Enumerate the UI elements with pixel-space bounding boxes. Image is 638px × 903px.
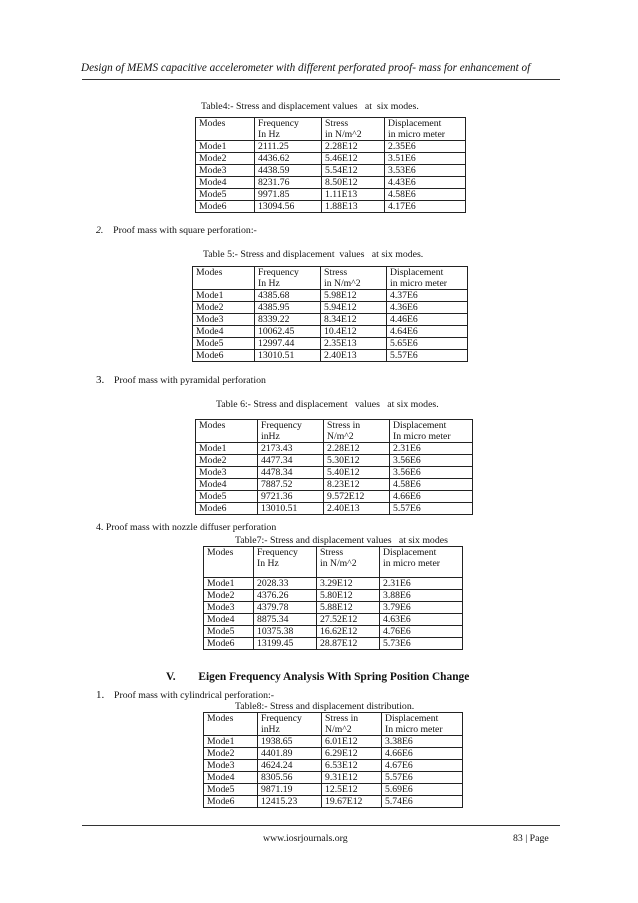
table-row: [193, 338, 468, 350]
table-header-cell: [196, 420, 258, 443]
value-cell: 4.43E6: [385, 177, 466, 189]
subhead-text: Proof mass with cylindrical perforation:-: [114, 690, 275, 701]
footer-rule: [82, 825, 560, 826]
value-cell: 4624.24: [258, 760, 322, 772]
table-row: [193, 326, 468, 338]
value-cell: 4.66E6: [390, 491, 473, 503]
mode-cell: Mode3: [193, 314, 255, 326]
mode-cell: Mode5: [193, 338, 255, 350]
header-line: In Hz: [257, 558, 279, 569]
value-cell: 4.58E6: [385, 189, 466, 201]
table4-caption: Table4:- Stress and displacement values at six modes.: [201, 101, 419, 112]
value-cell: 13010.51: [258, 503, 324, 515]
mode-cell: Mode4: [204, 614, 254, 626]
value-cell: 10.4E12: [321, 326, 387, 338]
header-line: N/m^2: [325, 724, 352, 735]
header-line: Stress: [324, 267, 348, 278]
mode-cell: Mode6: [204, 796, 258, 808]
table-row: [196, 455, 473, 467]
table-header-cell: [382, 713, 463, 736]
value-cell: 4401.89: [258, 748, 322, 760]
table8-caption: Table8:- Stress and displacement distribution.: [235, 701, 415, 712]
value-cell: 3.56E6: [390, 455, 473, 467]
value-cell: 8339.22: [255, 314, 321, 326]
value-cell: 4.66E6: [382, 748, 463, 760]
value-cell: 6.53E12: [322, 760, 382, 772]
table-row: [196, 141, 466, 153]
subhead-number: 3.: [96, 374, 105, 386]
table5: [192, 266, 468, 362]
table-row: [196, 165, 466, 177]
section-title: Eigen Frequency Analysis With Spring Position Change: [198, 671, 470, 683]
header-line: Frequency: [261, 713, 302, 724]
mode-cell: Mode2: [204, 748, 258, 760]
value-cell: 4.37E6: [387, 290, 468, 302]
header-line: inHz: [261, 724, 280, 735]
mode-cell: Mode3: [204, 760, 258, 772]
table6-caption: Table 6:- Stress and displacement values at six modes.: [216, 399, 439, 410]
table-row: [196, 479, 473, 491]
value-cell: 4477.34: [258, 455, 324, 467]
table-header-cell: [387, 267, 468, 290]
value-cell: 16.62E12: [317, 626, 380, 638]
header-line: Displacement: [383, 547, 437, 558]
header-line: Displacement: [385, 713, 439, 724]
mode-cell: Mode2: [196, 153, 255, 165]
mode-cell: Mode1: [193, 290, 255, 302]
mode-cell: Mode5: [204, 784, 258, 796]
header-line: Modes: [199, 420, 226, 431]
value-cell: 27.52E12: [317, 614, 380, 626]
table-header-cell: [322, 118, 385, 141]
value-cell: 8875.34: [254, 614, 317, 626]
header-line: inHz: [261, 431, 280, 442]
value-cell: 9.572E12: [324, 491, 390, 503]
header-line: Frequency: [258, 118, 299, 129]
value-cell: 5.30E12: [324, 455, 390, 467]
value-cell: 4.76E6: [380, 626, 463, 638]
table-row: [204, 760, 463, 772]
value-cell: 2111.25: [255, 141, 322, 153]
table-row: [204, 614, 463, 626]
value-cell: 9971.85: [255, 189, 322, 201]
table-row: [193, 314, 468, 326]
value-cell: 6.29E12: [322, 748, 382, 760]
table-row: [196, 443, 473, 455]
table-header-cell: [385, 118, 466, 141]
table5-caption: Table 5:- Stress and displacement values at six modes.: [203, 249, 424, 260]
value-cell: 4.46E6: [387, 314, 468, 326]
table-row: [204, 578, 463, 590]
value-cell: 5.65E6: [387, 338, 468, 350]
header-line: Frequency: [257, 547, 298, 558]
value-cell: 28.87E12: [317, 638, 380, 650]
header-line: In Hz: [258, 278, 280, 289]
value-cell: 10375.38: [254, 626, 317, 638]
table-row: [196, 177, 466, 189]
footer-url: www.iosrjournals.org: [263, 833, 348, 844]
value-cell: 8305.56: [258, 772, 322, 784]
table-header-row: [204, 547, 463, 578]
header-line: in N/m^2: [324, 278, 361, 289]
mode-cell: Mode5: [196, 189, 255, 201]
value-cell: 5.98E12: [321, 290, 387, 302]
header-line: Displacement: [393, 420, 447, 431]
value-cell: 10062.45: [255, 326, 321, 338]
table7: [203, 546, 463, 650]
value-cell: 5.69E6: [382, 784, 463, 796]
table7-caption: Table7:- Stress and displacement values at six modes: [235, 535, 448, 546]
value-cell: 8.23E12: [324, 479, 390, 491]
mode-cell: Mode6: [193, 350, 255, 362]
table-header-row: [204, 713, 463, 736]
table4: [195, 117, 466, 213]
table-header-cell: [204, 547, 254, 578]
table-row: [204, 772, 463, 784]
table-header-cell: [317, 547, 380, 578]
table-header-row: [196, 118, 466, 141]
value-cell: 5.88E12: [317, 602, 380, 614]
value-cell: 3.88E6: [380, 590, 463, 602]
table-row: [204, 736, 463, 748]
header-line: Modes: [207, 713, 234, 724]
value-cell: 4.64E6: [387, 326, 468, 338]
value-cell: 9.31E12: [322, 772, 382, 784]
value-cell: 4379.78: [254, 602, 317, 614]
section-number: V.: [166, 671, 176, 683]
value-cell: 3.79E6: [380, 602, 463, 614]
value-cell: 4376.26: [254, 590, 317, 602]
value-cell: 8.34E12: [321, 314, 387, 326]
value-cell: 13199.45: [254, 638, 317, 650]
value-cell: 4.17E6: [385, 201, 466, 213]
value-cell: 12.5E12: [322, 784, 382, 796]
value-cell: 6.01E12: [322, 736, 382, 748]
mode-cell: Mode4: [196, 479, 258, 491]
mode-cell: Mode4: [193, 326, 255, 338]
header-line: Stress in: [325, 713, 359, 724]
mode-cell: Mode2: [204, 590, 254, 602]
table-header-row: [196, 420, 473, 443]
header-line: Displacement: [388, 118, 442, 129]
value-cell: 5.57E6: [387, 350, 468, 362]
value-cell: 2173.43: [258, 443, 324, 455]
value-cell: 3.51E6: [385, 153, 466, 165]
subhead-number: 1.: [96, 689, 105, 701]
table-row: [193, 302, 468, 314]
value-cell: 5.94E12: [321, 302, 387, 314]
header-line: in micro meter: [390, 278, 448, 289]
table6: [195, 419, 473, 515]
table-row: [193, 350, 468, 362]
value-cell: 9721.36: [258, 491, 324, 503]
value-cell: 1.88E13: [322, 201, 385, 213]
header-line: In micro meter: [393, 431, 451, 442]
value-cell: 1.11E13: [322, 189, 385, 201]
table-row: [193, 290, 468, 302]
value-cell: 4.63E6: [380, 614, 463, 626]
value-cell: 13010.51: [255, 350, 321, 362]
mode-cell: Mode4: [196, 177, 255, 189]
table-header-row: [193, 267, 468, 290]
value-cell: 8231.76: [255, 177, 322, 189]
value-cell: 3.38E6: [382, 736, 463, 748]
value-cell: 4478.34: [258, 467, 324, 479]
value-cell: 3.56E6: [390, 467, 473, 479]
table-header-cell: [390, 420, 473, 443]
mode-cell: Mode2: [193, 302, 255, 314]
value-cell: 7887.52: [258, 479, 324, 491]
value-cell: 12415.23: [258, 796, 322, 808]
table-header-cell: [321, 267, 387, 290]
table-row: [204, 590, 463, 602]
mode-cell: Mode1: [204, 578, 254, 590]
table-header-cell: [204, 713, 258, 736]
table-header-cell: [193, 267, 255, 290]
value-cell: 2.35E6: [385, 141, 466, 153]
value-cell: 2.40E13: [324, 503, 390, 515]
value-cell: 4438.59: [255, 165, 322, 177]
running-header-title: Design of MEMS capacitive accelerometer with different perforated proof- mass for enhancement of: [81, 62, 531, 74]
value-cell: 9871.19: [258, 784, 322, 796]
value-cell: 5.46E12: [322, 153, 385, 165]
header-line: Modes: [199, 118, 226, 129]
header-line: in micro meter: [383, 558, 441, 569]
table-header-cell: [255, 267, 321, 290]
value-cell: 2.35E13: [321, 338, 387, 350]
table8: [203, 712, 463, 808]
header-line: Stress: [325, 118, 349, 129]
value-cell: 2.28E12: [324, 443, 390, 455]
subhead-square-perforation: [96, 225, 257, 236]
header-rule: [82, 79, 560, 80]
value-cell: 2028.33: [254, 578, 317, 590]
value-cell: 1938.65: [258, 736, 322, 748]
mode-cell: Mode1: [196, 443, 258, 455]
header-line: N/m^2: [327, 431, 354, 442]
table-header-cell: [380, 547, 463, 578]
table-row: [196, 491, 473, 503]
mode-cell: Mode6: [196, 503, 258, 515]
table-row: [204, 748, 463, 760]
mode-cell: Mode3: [196, 165, 255, 177]
table-row: [196, 201, 466, 213]
footer-page-number: 83 | Page: [513, 833, 549, 844]
value-cell: 5.74E6: [382, 796, 463, 808]
table-header-cell: [255, 118, 322, 141]
mode-cell: Mode3: [196, 467, 258, 479]
header-line: in micro meter: [388, 129, 446, 140]
table-row: [204, 784, 463, 796]
table-row: [196, 153, 466, 165]
value-cell: 2.31E6: [390, 443, 473, 455]
value-cell: 5.80E12: [317, 590, 380, 602]
value-cell: 5.57E6: [390, 503, 473, 515]
table-header-cell: [322, 713, 382, 736]
subhead-cylindrical-perforation: [96, 689, 274, 701]
table-row: [204, 796, 463, 808]
value-cell: 5.40E12: [324, 467, 390, 479]
header-line: Modes: [207, 547, 234, 558]
mode-cell: Mode3: [204, 602, 254, 614]
value-cell: 4385.68: [255, 290, 321, 302]
mode-cell: Mode6: [196, 201, 255, 213]
subhead-pyramidal-perforation: [96, 374, 266, 386]
mode-cell: Mode1: [204, 736, 258, 748]
value-cell: 3.29E12: [317, 578, 380, 590]
header-line: in N/m^2: [325, 129, 362, 140]
mode-cell: Mode2: [196, 455, 258, 467]
value-cell: 2.31E6: [380, 578, 463, 590]
header-line: Frequency: [258, 267, 299, 278]
value-cell: 8.50E12: [322, 177, 385, 189]
subhead-text: Proof mass with nozzle diffuser perforation: [105, 522, 277, 533]
value-cell: 4.36E6: [387, 302, 468, 314]
value-cell: 2.40E13: [321, 350, 387, 362]
header-line: Stress: [320, 547, 344, 558]
value-cell: 5.57E6: [382, 772, 463, 784]
table-row: [204, 626, 463, 638]
subhead-number: 2.: [96, 225, 104, 236]
table-row: [196, 503, 473, 515]
header-line: Frequency: [261, 420, 302, 431]
table-header-cell: [258, 713, 322, 736]
mode-cell: Mode5: [204, 626, 254, 638]
table-header-cell: [258, 420, 324, 443]
value-cell: 4.58E6: [390, 479, 473, 491]
value-cell: 4385.95: [255, 302, 321, 314]
table-row: [204, 602, 463, 614]
table-header-cell: [254, 547, 317, 578]
subhead-text: Proof mass with square perforation:-: [113, 225, 257, 236]
table-row: [196, 467, 473, 479]
header-line: In micro meter: [385, 724, 443, 735]
value-cell: 19.67E12: [322, 796, 382, 808]
table-header-cell: [196, 118, 255, 141]
section-heading: [166, 671, 469, 683]
value-cell: 4.67E6: [382, 760, 463, 772]
mode-cell: Mode5: [196, 491, 258, 503]
mode-cell: Mode4: [204, 772, 258, 784]
header-line: Displacement: [390, 267, 444, 278]
header-line: Stress in: [327, 420, 361, 431]
subhead-number: 4.: [96, 522, 104, 533]
value-cell: 13094.56: [255, 201, 322, 213]
table-row: [204, 638, 463, 650]
table-row: [196, 189, 466, 201]
mode-cell: Mode1: [196, 141, 255, 153]
value-cell: 2.28E12: [322, 141, 385, 153]
table-header-cell: [324, 420, 390, 443]
value-cell: 5.54E12: [322, 165, 385, 177]
value-cell: 3.53E6: [385, 165, 466, 177]
subhead-text: Proof mass with pyramidal perforation: [114, 375, 266, 386]
mode-cell: Mode6: [204, 638, 254, 650]
header-line: in N/m^2: [320, 558, 357, 569]
subhead-nozzle-diffuser: [96, 522, 276, 533]
header-line: In Hz: [258, 129, 280, 140]
value-cell: 5.73E6: [380, 638, 463, 650]
header-line: Modes: [196, 267, 223, 278]
value-cell: 12997.44: [255, 338, 321, 350]
value-cell: 4436.62: [255, 153, 322, 165]
